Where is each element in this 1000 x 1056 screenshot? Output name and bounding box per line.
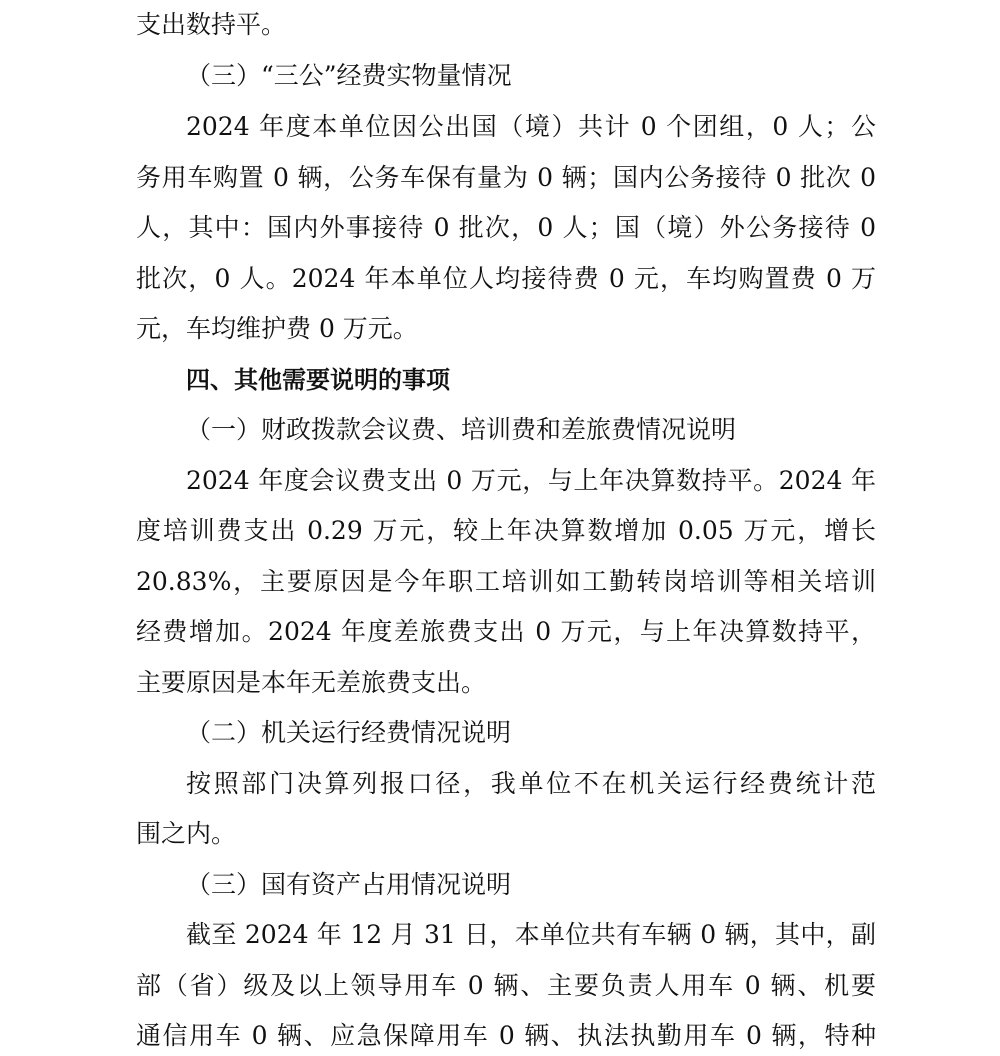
paragraph-line: 按照部门决算列报口径，我单位不在机关运行经费统计范	[186, 769, 876, 798]
paragraph-line: 部（省）级及以上领导用车 0 辆、主要负责人用车 0 辆、机要	[136, 971, 876, 1000]
paragraph-line: 务用车购置 0 辆，公务车保有量为 0 辆；国内公务接待 0 批次 0	[136, 163, 876, 192]
paragraph-line: 经费增加。2024 年度差旅费支出 0 万元，与上年决算数持平，	[136, 617, 876, 646]
paragraph-line: 批次，0 人。2024 年本单位人均接待费 0 元，车均购置费 0 万	[136, 264, 876, 293]
section-heading: 四、其他需要说明的事项	[186, 366, 450, 394]
paragraph-line: 2024 年度本单位因公出国（境）共计 0 个团组，0 人；公	[186, 112, 876, 141]
paragraph-line: 元，车均维护费 0 万元。	[136, 314, 418, 343]
paragraph-line: 支出数持平。	[136, 10, 287, 39]
paragraph-line: 围之内。	[136, 819, 237, 848]
section-subheading: （一）财政拨款会议费、培训费和差旅费情况说明	[186, 415, 737, 444]
paragraph-line: 20.83%，主要原因是今年职工培训如工勤转岗培训等相关培训	[136, 567, 876, 596]
paragraph-line: 人，其中：国内外事接待 0 批次，0 人；国（境）外公务接待 0	[136, 213, 876, 242]
paragraph-line: 主要原因是本年无差旅费支出。	[136, 668, 487, 697]
paragraph-line: 截至 2024 年 12 月 31 日，本单位共有车辆 0 辆，其中，副	[186, 920, 876, 949]
section-subheading: （二）机关运行经费情况说明	[186, 718, 512, 747]
paragraph-line: 2024 年度会议费支出 0 万元，与上年决算数持平。2024 年	[186, 466, 876, 495]
paragraph-line: 通信用车 0 辆、应急保障用车 0 辆、执法执勤用车 0 辆，特种	[136, 1021, 876, 1050]
paragraph-line: 度培训费支出 0.29 万元，较上年决算数增加 0.05 万元，增长	[136, 516, 876, 545]
section-subheading: （三）国有资产占用情况说明	[186, 870, 512, 899]
section-subheading: （三）“三公”经费实物量情况	[186, 61, 512, 90]
